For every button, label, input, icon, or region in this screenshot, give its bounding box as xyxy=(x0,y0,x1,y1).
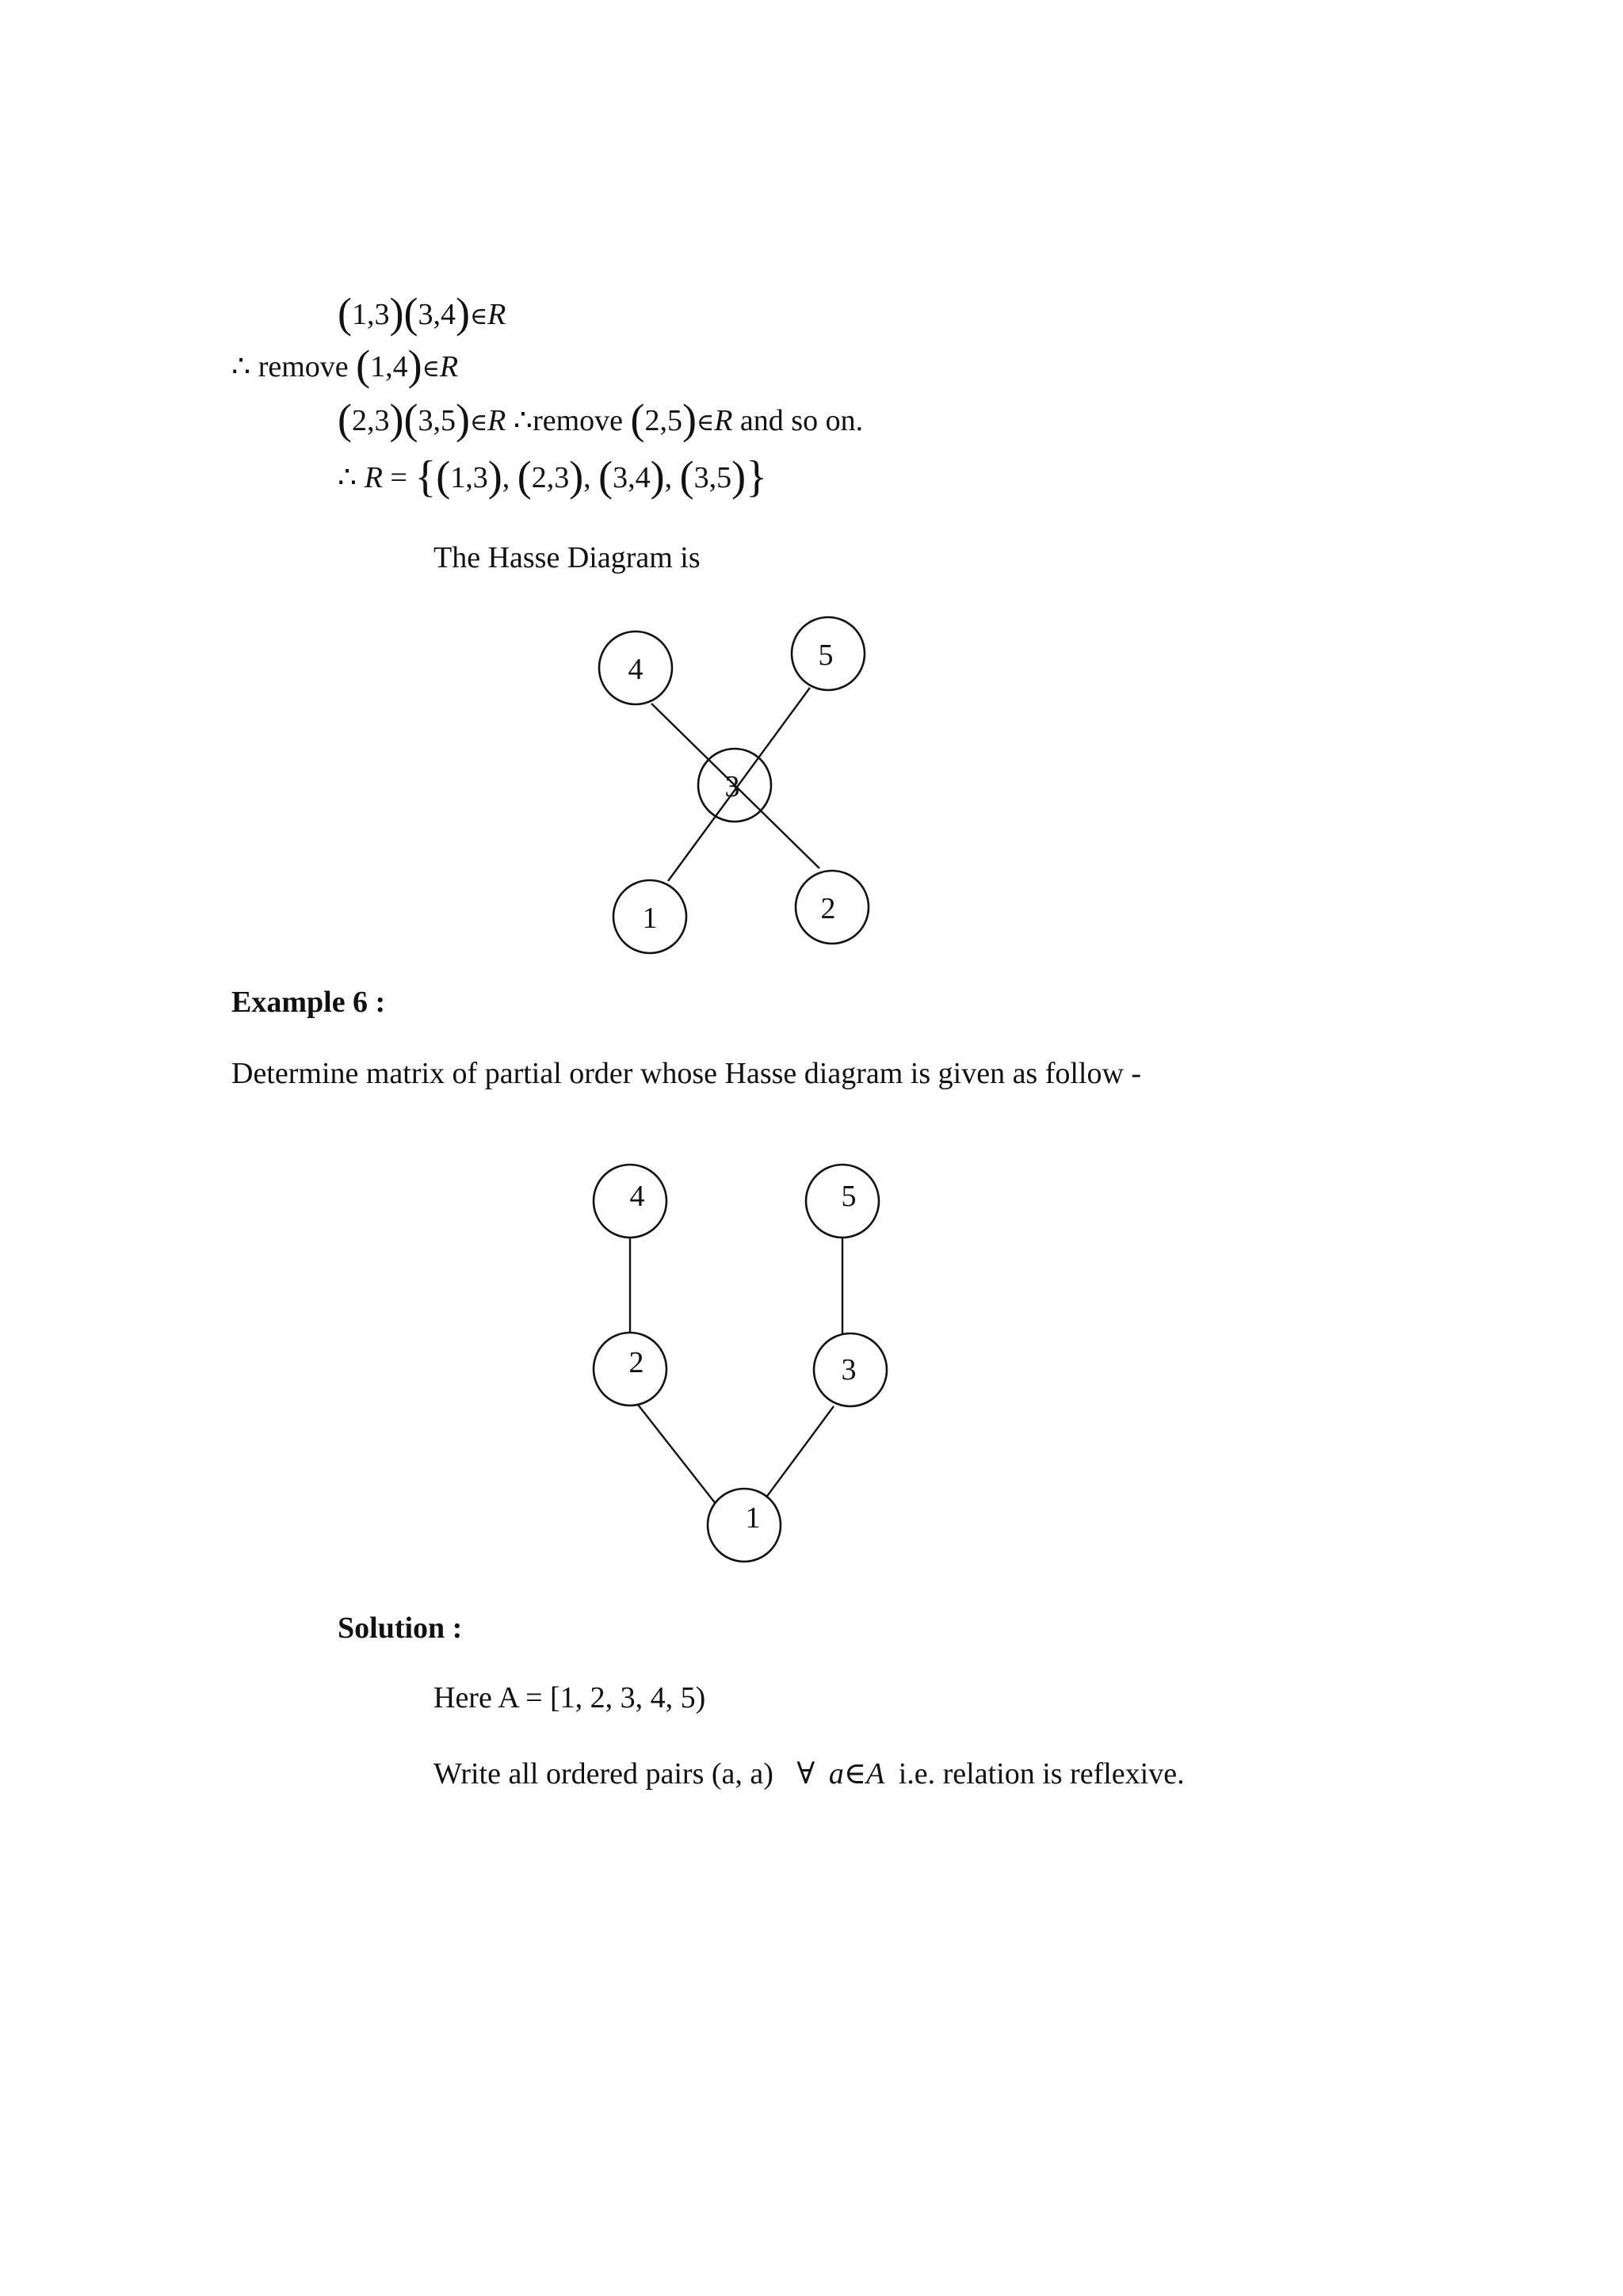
svg-text:2: 2 xyxy=(628,1346,644,1379)
svg-text:4: 4 xyxy=(629,1180,645,1213)
pair-1-3: 1,3 xyxy=(351,298,390,331)
svg-text:5: 5 xyxy=(818,639,834,672)
pair-3-4: 3,4 xyxy=(418,298,456,331)
math-line-2: ∴ remove (1,4)∈R xyxy=(231,341,459,389)
svg-text:1: 1 xyxy=(745,1501,761,1535)
forall-symbol: ∀ xyxy=(796,1757,815,1791)
node-4 xyxy=(594,1165,666,1238)
element-of-symbol: ∈ xyxy=(843,1757,866,1791)
node-1 xyxy=(708,1489,781,1562)
svg-text:2: 2 xyxy=(820,892,836,925)
pair-2-3: 2,3 xyxy=(351,404,390,437)
math-line-3: (2,3)(3,5)∈R ∴remove (2,5)∈R and so on. xyxy=(338,395,864,443)
remove-word: remove xyxy=(533,404,624,437)
reflexive-line xyxy=(433,1759,1185,1789)
set-A: A xyxy=(866,1757,885,1791)
and-so-on: and so on. xyxy=(739,404,864,437)
hasse-caption: The Hasse Diagram is xyxy=(433,541,701,574)
node-2 xyxy=(594,1333,666,1405)
remove-word: remove xyxy=(258,350,349,383)
node-5 xyxy=(806,1165,879,1238)
svg-text:1: 1 xyxy=(642,902,658,935)
relation-symbol: R xyxy=(439,350,459,383)
edge-2-1 xyxy=(638,1405,719,1508)
reflexive-pre: Write all ordered pairs (a, a) xyxy=(433,1757,773,1791)
problem-text: Determine matrix of partial order whose Hasse diagram is given as follow - xyxy=(231,1057,1142,1090)
math-line-1: (1,3)(3,4)∈R xyxy=(338,289,506,337)
svg-text:5: 5 xyxy=(841,1180,857,1213)
set-pair: 3,5 xyxy=(693,461,732,494)
var-a: a xyxy=(828,1757,844,1791)
set-pair: 1,3 xyxy=(450,461,488,494)
relation-symbol: R xyxy=(487,404,506,437)
relation-symbol: R xyxy=(364,461,383,494)
svg-text:4: 4 xyxy=(628,653,643,686)
math-line-4: ∴ R = {(1,3), (2,3), (3,4), (3,5)} xyxy=(338,452,767,502)
pair-2-5: 2,5 xyxy=(644,404,682,437)
pair-1-4: 1,4 xyxy=(370,350,408,383)
set-pair: 2,3 xyxy=(531,461,570,494)
solution-heading: Solution : xyxy=(338,1611,463,1645)
set-pair: 3,4 xyxy=(613,461,651,494)
relation-symbol: R xyxy=(487,298,506,331)
pair-3-5: 3,5 xyxy=(418,404,456,437)
reflexive-post: i.e. relation is reflexive. xyxy=(898,1757,1185,1791)
example-heading: Example 6 : xyxy=(231,986,386,1019)
svg-text:3: 3 xyxy=(841,1353,857,1386)
here-line: Here A = [1, 2, 3, 4, 5) xyxy=(433,1681,706,1714)
node-3 xyxy=(814,1333,887,1406)
relation-symbol: R xyxy=(714,404,733,437)
svg-text:3: 3 xyxy=(724,770,740,803)
